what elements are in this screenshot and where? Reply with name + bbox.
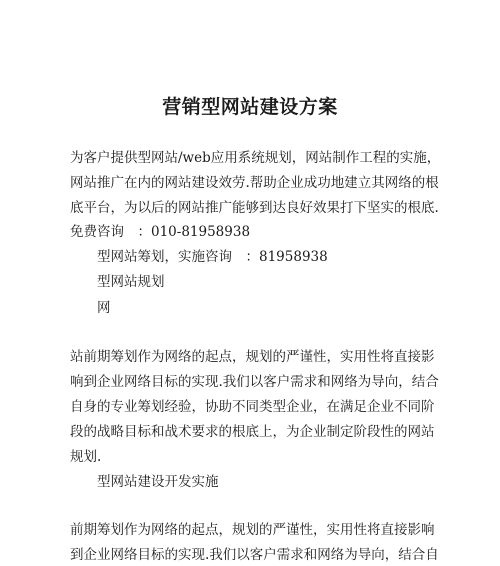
- section-heading: 型网站规划: [97, 274, 165, 290]
- contact-line: 免费咨询 ：010-81958938: [70, 224, 251, 240]
- paragraph-line: 前期筹划作为网络的起点，规划的严谨性，实用性将直接影响: [70, 522, 435, 538]
- paragraph-line: 底平台，为以后的网站推广能够到达良好效果打下坚实的根底.: [70, 200, 439, 216]
- paragraph-line: 网站推广在内的网站建设效劳.帮助企业成功地建立其网络的根: [70, 175, 439, 191]
- paragraph-line: 段的战略目标和战术要求的根底上，为企业制定阶段性的网站: [70, 424, 435, 440]
- paragraph-line: 到企业网络目标的实现.我们以客户需求和网络为导向，结合自: [70, 547, 439, 563]
- document-title: 营销型网站建设方案: [162, 96, 338, 118]
- paragraph-line: 为客户提供型网站/web应用系统规划，网站制作工程的实施，: [70, 150, 441, 166]
- contact-line: 型网站筹划，实施咨询 ：81958938: [97, 249, 328, 265]
- paragraph-line: 网: [97, 300, 111, 316]
- section-heading: 型网站建设开发实施: [97, 474, 219, 490]
- paragraph-line: 自身的专业筹划经验，协助不同类型企业，在满足企业不同阶: [70, 399, 435, 415]
- paragraph-line: 规划.: [70, 449, 102, 465]
- paragraph-line: 站前期筹划作为网络的起点，规划的严谨性，实用性将直接影: [70, 349, 435, 365]
- paragraph-line: 响到企业网络目标的实现.我们以客户需求和网络为导向，结合: [70, 374, 439, 390]
